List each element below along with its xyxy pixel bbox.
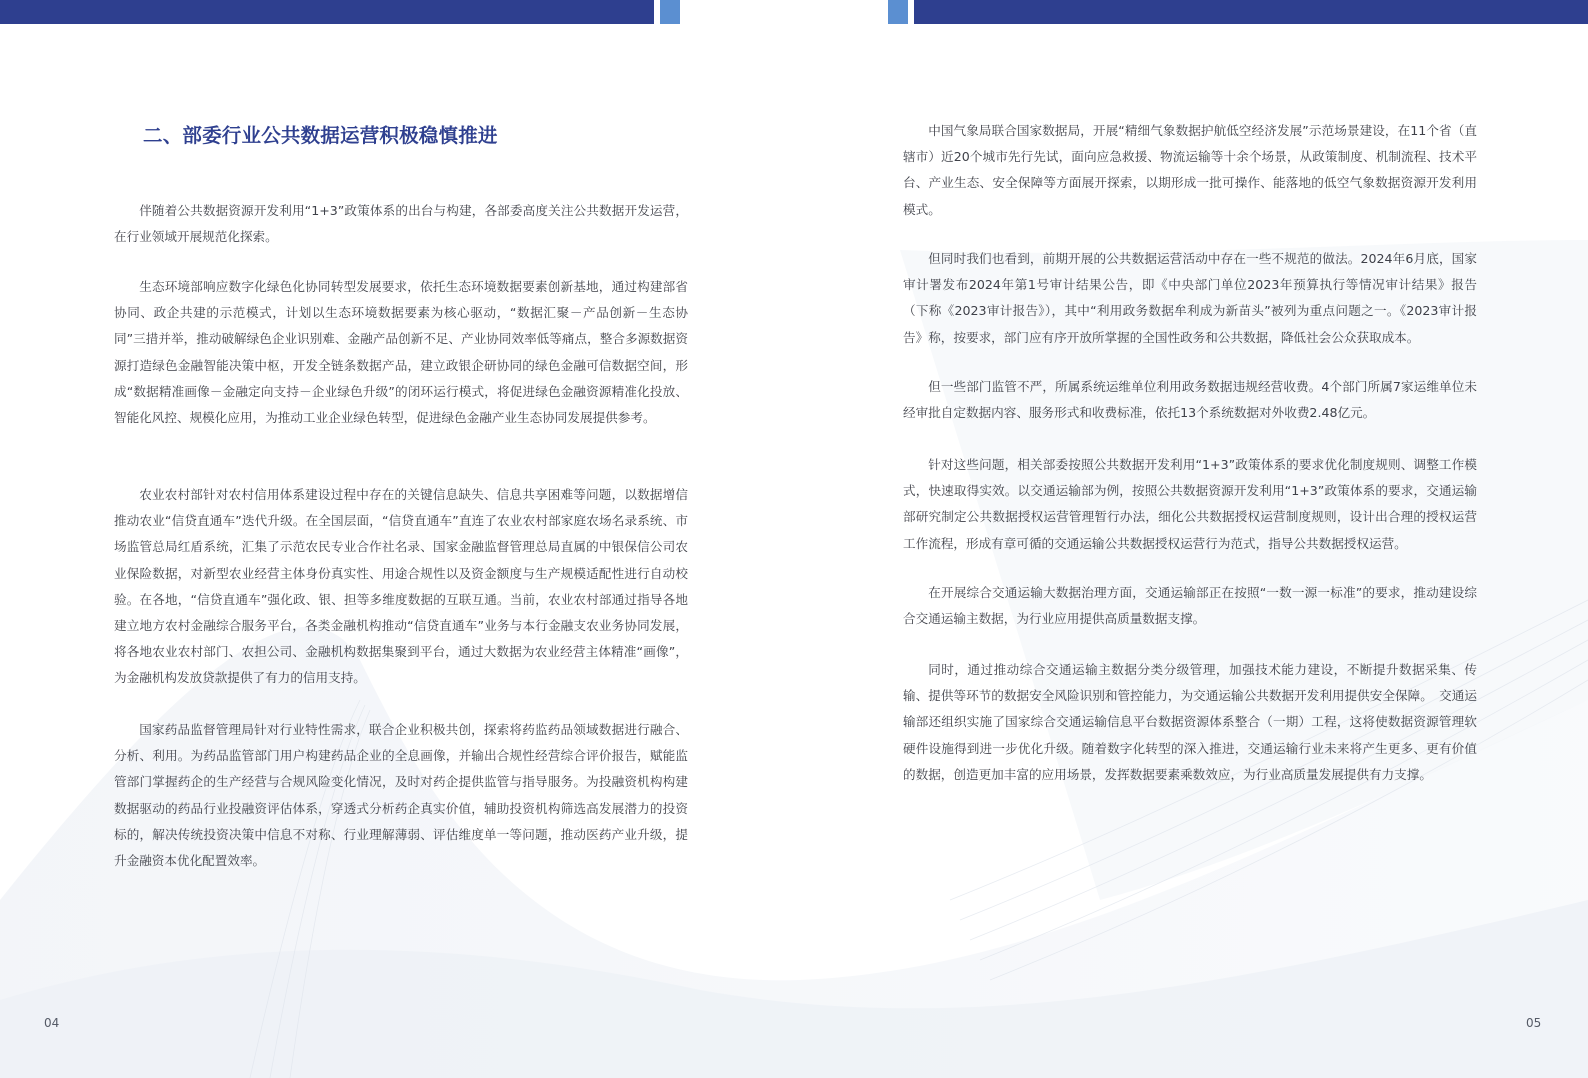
left-paragraph-3: 农业农村部针对农村信用体系建设过程中存在的关键信息缺失、信息共享困难等问题，以数据增信推动农业“信贷直通车”迭代升级。在全国层面，“信贷直通车”直连了农业农村部家庭农场名录系统、市场监管总局红盾系统，汇集了示范农民专业合作社名录、国家金融监督管理总局直属的中银保信公司农业保险数据，对新型农业经营主体身份真实性、用途合规性以及资金额度与生产规模适配性进行自动校验。在各地，“信贷直通车”强化政、银、担等多维度数据的互联互通。当前，农业农村部通过指导各地建立地方农村金融综合服务平台，各类金融机构推动“信贷直通车”业务与本行金融支农业务协同发展，将各地农业农村部门、农担公司、金融机构数据集聚到平台，通过大数据为农业经营主体精准“画像”，为金融机构发放贷款提供了有力的信用支持。 bbox=[114, 487, 688, 686]
left-paragraph-2: 生态环境部响应数字化绿色化协同转型发展要求，依托生态环境数据要素创新基地，通过构建部省协同、政企共建的示范模式，计划以生态环境数据要素为核心驱动，“数据汇聚－产品创新－生态协同”三措并举，推动破解绿色企业识别难、金融产品创新不足、产业协同效率低等痛点，整合多源数据资源打造绿色金融智能决策中枢，开发全链条数据产品，建立政银企研协同的绿色金融可信数据空间，形成“数据精准画像－金融定向支持－企业绿色升级”的闭环运行模式，将促进绿色金融资源精准化投放、智能化风控、规模化应用，为推动工业企业绿色转型，促进绿色金融产业生态协同发展提供参考。 bbox=[114, 279, 688, 426]
right-paragraph-4: 针对这些问题，相关部委按照公共数据开发利用“1+3”政策体系的要求优化制度规则、调整工作模式，快速取得实效。以交通运输部为例，按照公共数据资源开发利用“1+3”政策体系的要求，交通运输部研究制定公共数据授权运营管理暂行办法，细化公共数据授权运营制度规则，设计出合理的授权运营工作流程，形成有章可循的交通运输公共数据授权运营行为范式，指导公共数据授权运营。 bbox=[903, 457, 1477, 551]
left-paragraph-4: 国家药品监督管理局针对行业特性需求，联合企业积极共创，探索将药监药品领域数据进行融合、分析、利用。为药品监管部门用户构建药品企业的全息画像，并输出合规性经营综合评价报告，赋能监管部门掌握药企的生产经营与合规风险变化情况，及时对药企提供监管与指导服务。为投融资机构构建数据驱动的药品行业投融资评估体系，穿透式分析药企真实价值，辅助投资机构筛选高发展潜力的投资标的，解决传统投资决策中信息不对称、行业理解薄弱、评估维度单一等问题，推动医药产业升级，提升金融资本优化配置效率。 bbox=[114, 722, 688, 869]
right-paragraph-5: 在开展综合交通运输大数据治理方面，交通运输部正在按照“一数一源一标准”的要求，推动建设综合交通运输主数据，为行业应用提供高质量数据支撑。 bbox=[903, 585, 1477, 627]
left-paragraph-1: 伴随着公共数据资源开发利用“1+3”政策体系的出台与构建，各部委高度关注公共数据开发运营，在行业领域开展规范化探索。 bbox=[114, 203, 688, 245]
right-paragraph-2: 但同时我们也看到，前期开展的公共数据运营活动中存在一些不规范的做法。2024年6月底，国家审计署发布2024年第1号审计结果公告，即《中央部门单位2023年预算执行等情况审计结果》报告（下称《2023审计报告》），其中“利用政务数据牟利成为新苗头”被列为重点问题之一。《2023审计报告》称，按要求，部门应有序开放所掌握的全国性政务和公共数据，降低社会公众获取成本。 bbox=[903, 251, 1477, 345]
section-heading: 二、部委行业公共数据运营积极稳慎推进 bbox=[143, 124, 498, 147]
right-paragraph-3: 但一些部门监管不严，所属系统运维单位利用政务数据违规经营收费。4个部门所属7家运维单位未经审批自定数据内容、服务形式和收费标准，依托13个系统数据对外收费2.48亿元。 bbox=[903, 379, 1477, 421]
page-number-right: 05 bbox=[1526, 1016, 1542, 1030]
right-paragraph-1: 中国气象局联合国家数据局，开展“精细气象数据护航低空经济发展”示范场景建设，在11个省（直辖市）近20个城市先行先试，面向应急救援、物流运输等十余个场景，从政策制度、机制流程、技术平台、产业生态、安全保障等方面展开探索，以期形成一批可操作、能落地的低空气象数据资源开发利用模式。 bbox=[903, 123, 1477, 217]
page-number-left: 04 bbox=[44, 1016, 60, 1030]
right-paragraph-6: 同时，通过推动综合交通运输主数据分类分级管理，加强技术能力建设，不断提升数据采集、传输、提供等环节的数据安全风险识别和管控能力，为交通运输公共数据开发利用提供安全保障。 交通运输部还组织实施了国家综合交通运输信息平台数据资源体系整合（一期）工程，这将使数据资源管理软硬件设施得到进一步优化升级。随着数字化转型的深入推进，交通运输行业未来将产生更多、更有价值的数据，创造更加丰富的应用场景，发挥数据要素乘数效应，为行业高质量发展提供有力支撑。 bbox=[903, 662, 1477, 782]
